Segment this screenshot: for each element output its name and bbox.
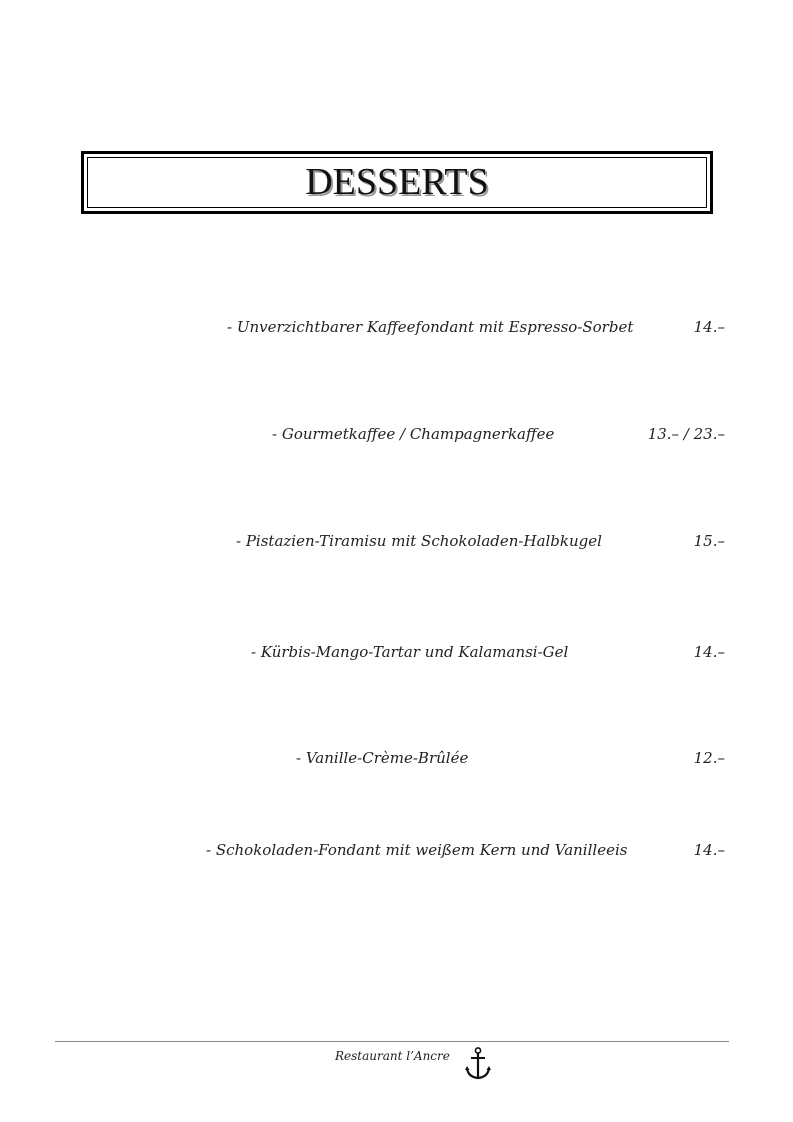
menu-item-name: - Gourmetkaffee / Champagnerkaffee bbox=[272, 425, 555, 443]
menu-item-name: - Vanille-Crème-Brûlée bbox=[296, 749, 469, 767]
anchor-icon bbox=[464, 1046, 492, 1082]
menu-item-price: 15.– bbox=[693, 532, 725, 550]
menu-item-price: 12.– bbox=[693, 749, 725, 767]
menu-item-name: - Pistazien-Tiramisu mit Schokoladen-Halbkugel bbox=[236, 532, 602, 550]
footer-divider bbox=[55, 1041, 729, 1042]
page-title: DESSERTS bbox=[305, 161, 489, 203]
menu-item-price: 14.– bbox=[693, 318, 725, 336]
menu-item-name: - Unverzichtbarer Kaffeefondant mit Espresso-Sorbet bbox=[227, 318, 634, 336]
menu-item-price: 14.– bbox=[693, 643, 725, 661]
menu-item-name: - Kürbis-Mango-Tartar und Kalamansi-Gel bbox=[251, 643, 569, 661]
title-box bbox=[81, 151, 713, 214]
menu-item-name: - Schokoladen-Fondant mit weißem Kern und Vanilleeis bbox=[206, 841, 628, 859]
footer-restaurant-name: Restaurant l’Ancre bbox=[335, 1049, 450, 1063]
menu-item-price: 13.– / 23.– bbox=[647, 425, 725, 443]
menu-item-price: 14.– bbox=[693, 841, 725, 859]
